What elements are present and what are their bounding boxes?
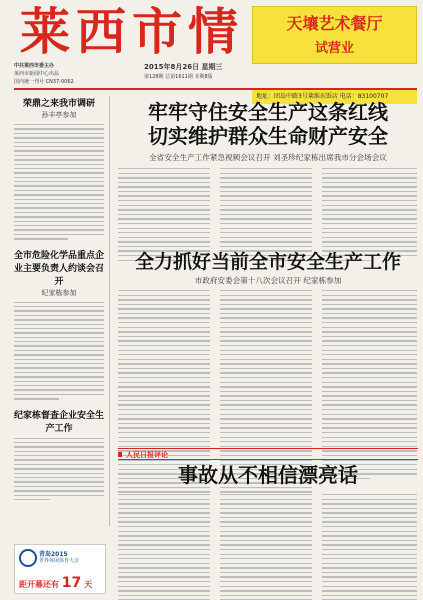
section-marker <box>118 452 122 457</box>
ad-title: 天壤艺术餐厅 <box>286 14 383 33</box>
issue-number: 第128期 总第1611期 本期8版 <box>144 74 213 80</box>
countdown-ad[interactable] <box>14 544 106 594</box>
story1-body <box>14 124 104 240</box>
second-headline[interactable]: 全力抓好当前全市安全生产工作 <box>134 251 401 273</box>
issue-date: 2015年8月26日 星期三 <box>144 63 223 71</box>
countdown-days: 17 <box>61 575 82 591</box>
masthead-divider <box>14 88 417 90</box>
countdown-unit: 天 <box>84 580 93 589</box>
masthead-title: 莱西市情 <box>20 2 244 61</box>
event-logo-icon <box>19 549 37 567</box>
lead-headline-line1[interactable]: 牢牢守住安全生产这条红线 <box>148 100 388 124</box>
event-full-name: 世界休闲体育大会 <box>39 558 80 564</box>
story2-body <box>14 302 104 400</box>
lead-headline-line2[interactable]: 切实维护群众生命财产安全 <box>148 124 388 148</box>
lead-subheadline: 全省安全生产工作紧急视频会议召开 刘圣珍纪家栋出席我市分会场会议 <box>149 153 387 162</box>
left-column <box>14 96 104 526</box>
producer: 莱西市新闻中心出品 <box>14 71 60 77</box>
commentary-body-col3 <box>322 494 417 600</box>
ad-banner[interactable] <box>252 6 417 64</box>
story3-headline[interactable]: 纪家栋督查企业安全生产工作 <box>14 410 105 434</box>
countdown-label: 距开幕还有 <box>19 580 59 589</box>
commentary-body-col1 <box>118 494 210 600</box>
countdown <box>19 575 92 591</box>
story2-subtitle: 纪家栋参加 <box>41 288 77 297</box>
column-divider <box>109 96 110 526</box>
commentary-body-col2 <box>220 494 312 600</box>
story3-body <box>14 438 104 501</box>
publisher: 中共莱西市委主办 <box>14 63 55 69</box>
story1-subtitle: 孙丰亭参加 <box>41 111 77 119</box>
commentary-headline[interactable]: 事故从不相信漂亮话 <box>178 463 358 487</box>
ad-subtitle: 试营业 <box>314 41 354 56</box>
event-name: 青岛2015 <box>39 551 68 558</box>
commentary-tag-label: 人民日报评论 <box>126 451 168 459</box>
commentary-section-tag <box>118 448 418 460</box>
story2-headline[interactable]: 全市危险化学品重点企业主要负责人约谈会召开 <box>14 250 105 287</box>
second-subheadline: 市政府安委会第十八次会议召开 纪家栋参加 <box>194 276 342 285</box>
registration-number: 国内统一刊号 CN37-0062 <box>14 79 74 85</box>
story1-headline[interactable]: 荣鼎之来我市调研 <box>22 99 95 109</box>
ad-address: 地址：团岛中路3号莱维东饭店 电话：83100707 <box>252 90 417 104</box>
